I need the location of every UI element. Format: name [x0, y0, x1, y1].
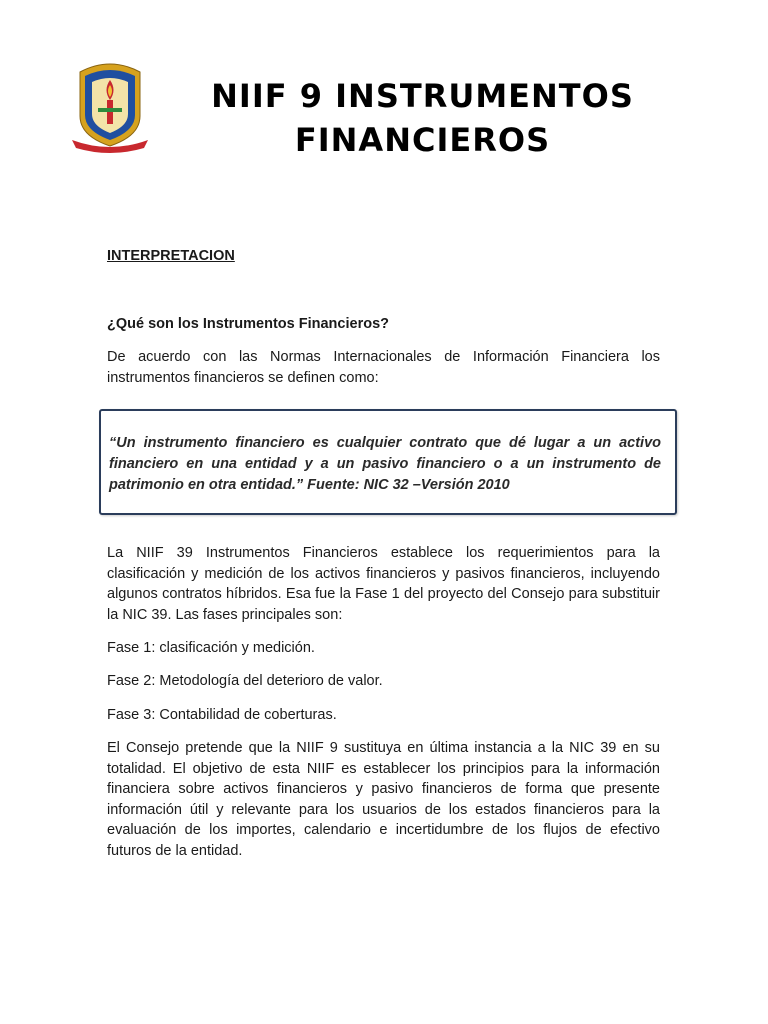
phase-3-item: Fase 3: Contabilidad de coberturas.	[107, 707, 337, 723]
document-title-area	[190, 74, 655, 159]
intro-paragraph: De acuerdo con las Normas Internacionales de Información Financiera los instrumentos financieros se definen como:	[107, 349, 660, 386]
university-logo	[70, 58, 150, 150]
body-paragraph-1: La NIIF 39 Instrumentos Financieros establece los requerimientos para la clasificación y medición de los activos financieros y pasivos financieros, incluyendo algunos contratos híbridos. Esa fue la Fase 1 del proyecto del Consejo para substituir la NIC 39. Las fases principales son:	[107, 545, 660, 623]
body-paragraph-2: El Consejo pretende que la NIIF 9 sustituya en última instancia a la NIC 39 en su totalidad. El objetivo de esta NIIF es establecer los principios para la información financiera sobre activos financieros y pasivo financieros de forma que presente información útil y relevante para los usuarios de los estados financieros para la evaluación de los importes, calendario e incertidumbre de los flujos de efectivo futuros de la entidad.	[107, 740, 660, 859]
quote-box	[99, 409, 677, 515]
phase-1-item: Fase 1: clasificación y medición.	[107, 640, 315, 656]
definition-quote: “Un instrumento financiero es cualquier contrato que dé lugar a un activo financiero en una entidad y a un pasivo financiero o a un instrumento de patrimonio en otra entidad.” Fuente: NIC 32 –Versión 2010	[109, 435, 661, 493]
document-title: NIIF 9 INSTRUMENTOS FINANCIEROS	[211, 77, 634, 159]
section-heading: INTERPRETACION	[107, 248, 235, 264]
question-heading: ¿Qué son los Instrumentos Financieros?	[107, 316, 389, 332]
phase-2-item: Fase 2: Metodología del deterioro de valor.	[107, 673, 383, 689]
